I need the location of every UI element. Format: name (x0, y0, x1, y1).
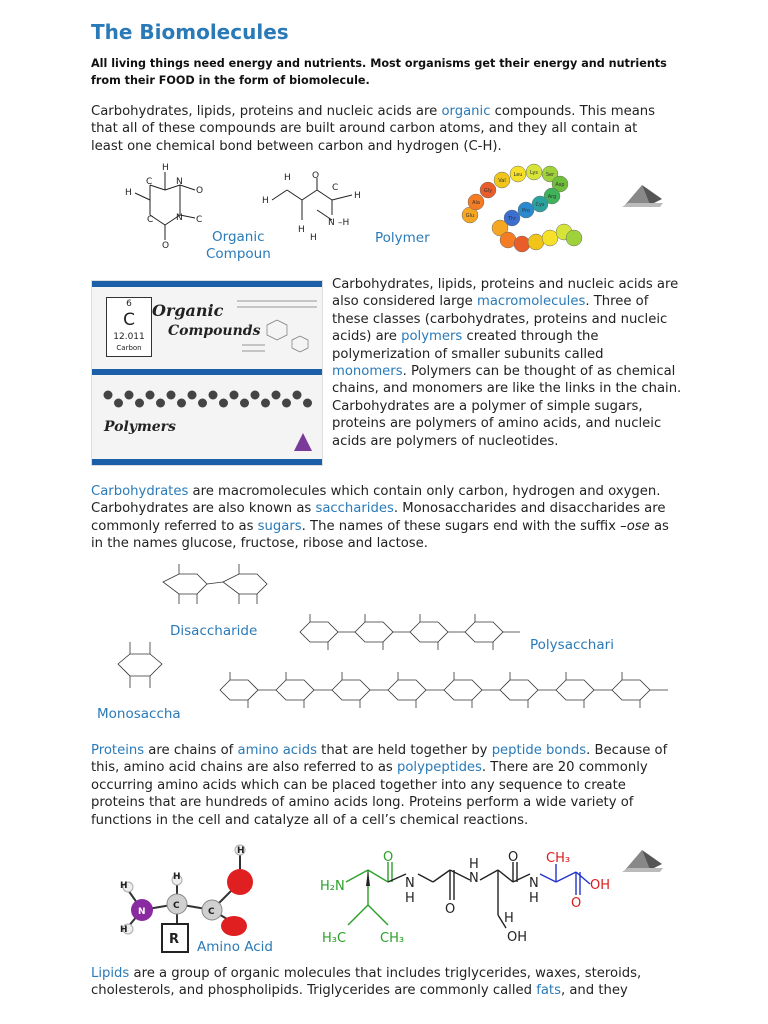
text-span: as in the names glucose, fructose, ribose and lactose. (91, 518, 669, 552)
svg-text:N: N (328, 218, 335, 228)
monomer-label: Val (498, 178, 506, 184)
peptide-label: H₃C (322, 931, 347, 946)
svg-text:C: C (196, 215, 203, 225)
svg-text:C: C (147, 215, 154, 225)
intro-text: All living things need energy and nutrients. Most organisms get their energy and nutrients from their FOOD in the form of biomolecule. (91, 57, 667, 87)
organic-compounds-graphic (91, 280, 323, 466)
polymer-bead (272, 391, 281, 400)
polysaccharide-chain-image (215, 655, 675, 730)
text-span: Carbohydrates, lipids, proteins and nucleic acids are (91, 104, 442, 119)
text-span: compounds. This means that all of these compounds are built around carbon atoms, and they all contain at least one chemical bond between carbon and hydrogen (C-H). (91, 104, 656, 154)
peptide-label: N (529, 876, 539, 891)
graphic-bottom-bar (92, 459, 322, 465)
keyword-polymers: polymers (401, 329, 463, 345)
monomer-label: Lys (530, 170, 538, 176)
text-span: . The names of these sugars end with the suffix (301, 518, 621, 534)
label-h: H (120, 881, 128, 891)
polymer-bead (209, 391, 218, 400)
peptide-label: H (529, 891, 539, 906)
monomer-label: Ala (472, 200, 480, 206)
sugar-ring (500, 680, 538, 700)
label-n: N (138, 907, 146, 917)
keyword-saccharides: saccharides (315, 501, 394, 517)
peptide-label: H (504, 911, 514, 926)
label-h: H (173, 872, 181, 882)
peptide-label: O (383, 850, 394, 865)
polymer-bead (251, 391, 260, 400)
svg-text:C: C (146, 177, 153, 187)
monomer-label: Gly (483, 188, 493, 194)
peptide-label: O (445, 902, 456, 917)
text-span: . Polymers can be thought of as chemical chains, and monomers are like the links in the chain. Carbohydrates are a polymer of simple sugars, proteins are polymers of amino acids, and nucleic acids are polymers of nucleotides. (332, 364, 682, 449)
keyword-carbohydrates: Carbohydrates (91, 484, 189, 499)
polymer-bead (146, 391, 155, 400)
page-title: The Biomolecules (91, 20, 289, 44)
peptide-label: H₂N (320, 879, 345, 894)
peptide-label: CH₃ (546, 851, 571, 866)
caption-disaccharide: Disaccharide (170, 623, 258, 639)
polymer-bead (230, 391, 239, 400)
monomer-bead (566, 230, 582, 246)
svg-text:C: C (332, 183, 339, 193)
text-span: . There are 20 commonly occurring amino acids which can be placed together into any sequence to create proteins that are hundreds of amino acids long. Proteins perform a wide variety of functions in the cell and catalyze all of a cell’s chemical reactions. (91, 760, 648, 828)
graphic-word-organic: Organic (152, 301, 224, 320)
caption-polymer: Polymer (375, 230, 430, 246)
polysaccharide-chain-top-image (295, 607, 520, 657)
keyword-lipids: Lipids (91, 966, 130, 981)
polymer-bead (135, 399, 144, 408)
polymer-bead (293, 391, 302, 400)
polymer-bead (188, 391, 197, 400)
svg-text:H: H (284, 173, 291, 183)
monomer-bead (528, 234, 544, 250)
polymer-chain-image (460, 160, 585, 260)
keyword-monomers: monomers (332, 364, 403, 380)
keyword-fats: fats (536, 983, 561, 999)
peptide-label: N (469, 871, 479, 886)
element-name: Carbon (116, 344, 142, 352)
pyrimidine-structure-image (120, 160, 220, 250)
polymer-bead (104, 391, 113, 400)
graphic-word-polymers: Polymers (104, 419, 176, 435)
text-span: , and they (560, 983, 628, 999)
caption-monosaccharide: Monosaccha (97, 706, 181, 722)
polymer-bead (198, 399, 207, 408)
monomer-label: Arg (547, 194, 557, 200)
organic-compound-structure-image (262, 170, 372, 245)
peptide-label: O (508, 850, 519, 865)
polymer-bead (303, 399, 312, 408)
text-span: created through the polymerization of smaller subunits called (332, 329, 604, 362)
small-molecules-sketch (237, 295, 317, 365)
keyword-amino-acids: amino acids (237, 743, 317, 758)
svg-text:H: H (310, 233, 317, 243)
polymer-bead (167, 391, 176, 400)
svg-text:H: H (162, 163, 169, 173)
polymer-bead (219, 399, 228, 408)
paragraph-macromolecules (332, 276, 682, 450)
sugar-ring (410, 622, 448, 642)
amino-acid-model-image (112, 842, 262, 954)
keyword-organic: organic (441, 104, 491, 119)
svg-text:O: O (312, 171, 320, 181)
caption-compound: Compoun (206, 246, 271, 262)
svg-text:–H: –H (338, 218, 350, 228)
keyword-sugars: sugars (257, 518, 302, 534)
text-span: are chains of (144, 743, 238, 758)
sugar-ring (300, 622, 338, 642)
label-h: H (237, 846, 245, 856)
label-h: H (120, 925, 128, 935)
svg-text:H: H (262, 196, 269, 206)
text-span: . Three of these classes (carbohydrates, proteins and nucleic acids) are (332, 294, 668, 345)
polymer-beads-sketch (98, 381, 318, 421)
label-r: R (169, 932, 180, 947)
keyword-polypeptides: polypeptides (396, 760, 482, 776)
monomer-label: Glu (465, 213, 475, 219)
sugar-ring (612, 680, 650, 700)
sugar-ring (388, 680, 426, 700)
polymer-bead (177, 399, 186, 408)
element-mass: 12.011 (113, 332, 145, 342)
label-c: C (173, 901, 180, 911)
peptide-label: H (405, 891, 415, 906)
text-span: are macromolecules which contain only carbon, hydrogen and oxygen. Carbohydrates are also known as (91, 484, 661, 517)
text-span: are a group of organic molecules that includes triglycerides, waxes, steroids, cholesterols, and phospholipids. Triglycerides are commonly called (91, 966, 642, 999)
monomer-label: Asp (555, 182, 565, 188)
element-symbol: C (123, 310, 135, 330)
carbon-element-tile (106, 297, 152, 357)
monosaccharide-structure-image (108, 636, 173, 696)
polymer-bead (282, 399, 291, 408)
paragraph-carbohydrates (91, 483, 681, 553)
oxygen-atom (221, 916, 247, 936)
svg-text:H: H (125, 188, 132, 198)
svg-text:H: H (354, 191, 361, 201)
keyword-proteins: Proteins (91, 743, 145, 758)
keyword-macromolecules: macromolecules (477, 294, 586, 310)
monomer-bead (514, 236, 530, 252)
svg-text:N: N (176, 213, 183, 223)
sugar-ring (276, 680, 314, 700)
keyword-peptide-bonds: peptide bonds (491, 743, 587, 758)
label-c: C (208, 907, 215, 917)
caption-organic: Organic (212, 229, 265, 245)
sugar-ring (332, 680, 370, 700)
pyramid-logo-icon (620, 842, 665, 877)
text-span: that are held together by (316, 743, 492, 758)
text-span: . Monosaccharides and disaccharides are commonly referred to as (91, 501, 666, 534)
oxygen-atom (227, 869, 253, 895)
peptide-structure-image (318, 850, 618, 945)
svg-text:O: O (162, 241, 170, 251)
logo-triangle-icon (292, 431, 314, 453)
element-number: 6 (126, 299, 132, 309)
paragraph-proteins (91, 742, 681, 829)
suffix-ose: –ose (620, 518, 650, 534)
polymer-bead (261, 399, 270, 408)
polymer-bead (125, 391, 134, 400)
paragraph-organic (91, 103, 661, 155)
pyramid-logo-icon (620, 177, 665, 212)
graphic-mid-bar (92, 369, 322, 375)
disaccharide-structure-image (155, 560, 285, 610)
paragraph-lipids (91, 965, 691, 1000)
monomer-label: Leu (513, 172, 523, 178)
caption-polysaccharide: Polysacchari (530, 637, 614, 653)
monomer-label: Pro (522, 208, 530, 214)
peptide-label: H (469, 857, 479, 872)
text-span: . Because of this, amino acid chains are also referred to as (91, 743, 668, 776)
peptide-label: OH (590, 878, 611, 893)
sugar-ring (220, 680, 258, 700)
text-span: Carbohydrates, lipids, proteins and nucleic acids are also considered large (332, 277, 679, 310)
monomer-label: Ser (545, 172, 555, 178)
svg-text:H: H (298, 225, 305, 235)
monomer-label: Thr (507, 216, 517, 222)
sugar-ring (355, 622, 393, 642)
svg-text:O: O (196, 186, 204, 196)
polymer-bead (114, 399, 123, 408)
peptide-label: CH₃ (380, 931, 405, 946)
graphic-top-bar (92, 281, 322, 287)
sugar-ring (444, 680, 482, 700)
peptide-label: OH (507, 930, 528, 945)
peptide-label: O (571, 896, 582, 911)
sugar-ring (556, 680, 594, 700)
polymer-bead (240, 399, 249, 408)
graphic-word-compounds: Compounds (168, 323, 261, 339)
caption-amino-acid: Amino Acid (197, 939, 273, 955)
monomer-bead (500, 232, 516, 248)
monomer-label: Cys (535, 202, 545, 208)
svg-text:N: N (176, 177, 183, 187)
polymer-bead (156, 399, 165, 408)
monomer-bead (542, 230, 558, 246)
peptide-label: N (405, 876, 415, 891)
sugar-ring (465, 622, 503, 642)
